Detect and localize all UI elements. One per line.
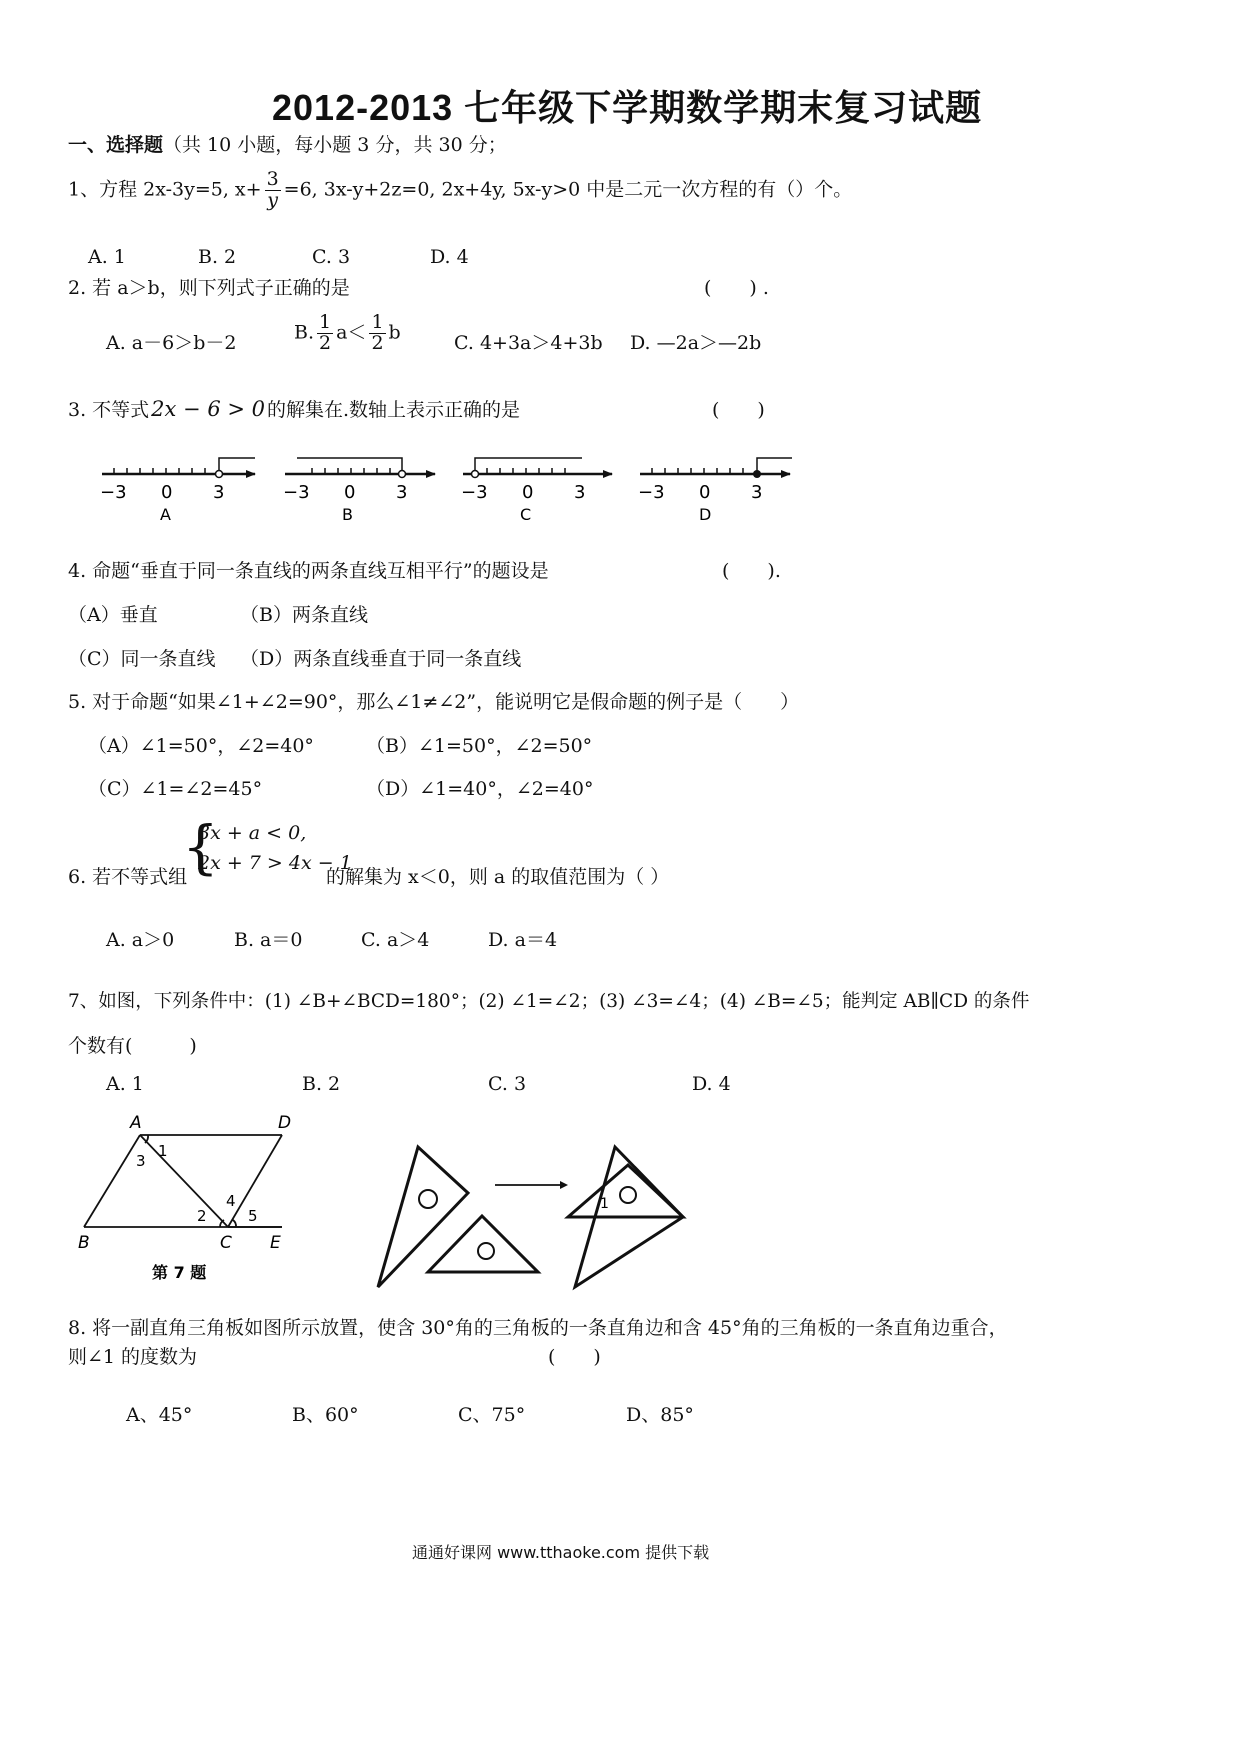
q4-option-c: （C）同一条直线 <box>68 648 216 670</box>
q1-stem-post: =6, 3x-y+2z=0, 2x+4y, 5x-y>0 中是二元一次方程的有（）个。 <box>283 178 853 201</box>
figure-caption: 第 7 题 <box>152 1263 207 1282</box>
q2-stem: 2. 若 a＞b，则下列式子正确的是 <box>68 277 350 299</box>
q8-figure <box>370 1135 700 1295</box>
q5-option-b: （B）∠1=50°，∠2=50° <box>366 735 593 757</box>
point-c-label: C <box>220 1233 232 1253</box>
brace-icon: { <box>182 813 219 881</box>
q4-option-a: （A）垂直 <box>68 604 158 626</box>
axis-label-neg3: −3 <box>461 482 488 503</box>
q7-option-b: B. 2 <box>302 1073 341 1095</box>
angle-2-label: 2 <box>197 1207 207 1225</box>
q1-frac-den: y <box>267 188 278 211</box>
q6-option-d: D. a＝4 <box>488 929 558 951</box>
q4-option-d: （D）两条直线垂直于同一条直线 <box>240 648 522 670</box>
number-line-d <box>638 458 792 524</box>
angle-5-label: 5 <box>248 1207 258 1225</box>
q7-stem-line-1: 7、如图，下列条件中：(1) ∠B+∠BCD=180°；(2) ∠1=∠2；(3) ∠3=∠4；(4) ∠B=∠5；能判定 AB∥CD 的条件 <box>68 991 1030 1012</box>
q2-frac1-num: 1 <box>319 311 332 333</box>
q2-answer-paren: ( ) . <box>704 277 769 299</box>
q1-option-a: A. 1 <box>88 246 126 268</box>
axis-label-neg3: −3 <box>100 482 127 503</box>
number-line-c <box>461 458 612 524</box>
q4-stem: 4. 命题“垂直于同一条直线的两条直线互相平行”的题设是 <box>68 560 549 582</box>
q7-option-a: A. 1 <box>106 1073 144 1095</box>
q1-option-b: B. 2 <box>198 246 237 268</box>
page-title: 2012-2013 七年级下学期数学期末复习试题 <box>272 87 983 128</box>
q7-figure <box>60 1108 320 1298</box>
q3-expression: 2x − 6 > 0 <box>151 397 265 421</box>
q8-option-c: C、75° <box>458 1404 526 1426</box>
axis-label-3: 3 <box>751 482 763 503</box>
q8-option-a: A、45° <box>126 1404 193 1426</box>
question-1 <box>68 170 852 211</box>
q2-option-b-mid: a＜ <box>336 321 367 344</box>
axis-label-3: 3 <box>396 482 408 503</box>
q1-stem-pre: 1、方程 2x-3y=5, x+ <box>68 178 262 201</box>
number-line-label: C <box>520 505 532 524</box>
number-line-label: B <box>342 505 353 524</box>
axis-label-neg3: −3 <box>638 482 665 503</box>
angle-1-label: 1 <box>158 1142 168 1160</box>
q6-system-line-2: 2x + 7 > 4x − 1 <box>198 852 352 874</box>
axis-label-neg3: −3 <box>283 482 310 503</box>
section-heading <box>68 130 507 157</box>
q3-number-lines <box>90 448 820 528</box>
q8-option-b: B、60° <box>292 1404 359 1426</box>
q2-frac2-num: 1 <box>371 311 384 333</box>
section-heading-label: 一、选择题 <box>68 134 164 156</box>
q2-option-a: A. a－6＞b－2 <box>106 332 237 354</box>
open-circle-icon <box>216 471 223 478</box>
axis-label-0: 0 <box>522 482 534 503</box>
q1-frac-num: 3 <box>266 168 279 190</box>
number-line-a <box>100 458 255 524</box>
q2-fraction-1 <box>317 313 333 354</box>
point-a-label: A <box>130 1113 142 1133</box>
number-line-b <box>283 458 435 524</box>
q3-stem-post: 的解集在.数轴上表示正确的是 <box>267 399 521 421</box>
q7-stem-line-2: 个数有( ) <box>68 1035 197 1057</box>
q8-stem-line-2: 则∠1 的度数为 <box>68 1346 198 1368</box>
q5-option-a: （A）∠1=50°，∠2=40° <box>88 735 314 757</box>
angle-3-label: 3 <box>136 1152 146 1170</box>
number-line-label: D <box>699 505 712 524</box>
q6-option-c: C. a＞4 <box>361 929 430 951</box>
angle-4-label: 4 <box>226 1192 236 1210</box>
q2-frac2-den: 2 <box>371 331 384 354</box>
q1-fraction <box>265 170 281 211</box>
q7-option-d: D. 4 <box>692 1073 731 1095</box>
q2-option-c: C. 4+3a＞4+3b <box>454 332 603 354</box>
q6-option-b: B. a＝0 <box>234 929 303 951</box>
q5-option-c: （C）∠1=∠2=45° <box>88 778 263 800</box>
q8-answer-paren: ( ) <box>548 1346 601 1368</box>
point-d-label: D <box>278 1113 292 1133</box>
open-circle-icon <box>399 471 406 478</box>
open-circle-icon <box>472 471 479 478</box>
angle-1-label: 1 <box>600 1196 609 1212</box>
q6-stem-post: 的解集为 x＜0，则 a 的取值范围为（ ） <box>326 866 670 888</box>
q3-stem-pre: 3. 不等式 <box>68 399 150 421</box>
q4-option-b: （B）两条直线 <box>240 604 368 626</box>
point-b-label: B <box>78 1233 90 1253</box>
page-footer: 通通好课网 www.tthaoke.com 提供下载 <box>412 1543 710 1562</box>
number-line-label: A <box>160 505 171 524</box>
q2-option-b-post: b <box>388 321 401 344</box>
q7-option-c: C. 3 <box>488 1073 527 1095</box>
q6-system-line-1: 3x + a < 0, <box>198 822 307 844</box>
q6-stem-pre: 6. 若不等式组 <box>68 866 188 888</box>
q8-option-d: D、85° <box>626 1404 694 1426</box>
q1-option-c: C. 3 <box>312 246 351 268</box>
q2-fraction-2 <box>369 313 385 354</box>
q6-option-a: A. a＞0 <box>106 929 175 951</box>
axis-label-3: 3 <box>574 482 586 503</box>
q5-stem: 5. 对于命题“如果∠1+∠2=90°，那么∠1≠∠2”，能说明它是假命题的例子是（ ） <box>68 691 800 713</box>
q5-option-d: （D）∠1=40°，∠2=40° <box>366 778 594 800</box>
q8-stem-line-1: 8. 将一副直角三角板如图所示放置，使含 30°角的三角板的一条直角边和含 45°角的三角板的一条直角边重合， <box>68 1317 1008 1339</box>
q2-frac1-den: 2 <box>319 331 332 354</box>
q1-option-d: D. 4 <box>430 246 469 268</box>
q3-answer-paren: ( ) <box>712 399 765 421</box>
q2-option-b-label: B. <box>294 321 315 344</box>
axis-label-0: 0 <box>699 482 711 503</box>
axis-label-0: 0 <box>344 482 356 503</box>
section-heading-note: （共 10 小题，每小题 3 分，共 30 分； <box>163 134 507 156</box>
point-e-label: E <box>270 1233 281 1253</box>
q3-stem <box>68 395 520 422</box>
q2-option-d: D. —2a＞—2b <box>630 332 762 354</box>
q2-option-b <box>294 313 401 354</box>
closed-circle-icon <box>753 470 761 478</box>
q4-answer-paren: ( ). <box>722 560 781 582</box>
axis-label-3: 3 <box>213 482 225 503</box>
axis-label-0: 0 <box>161 482 173 503</box>
